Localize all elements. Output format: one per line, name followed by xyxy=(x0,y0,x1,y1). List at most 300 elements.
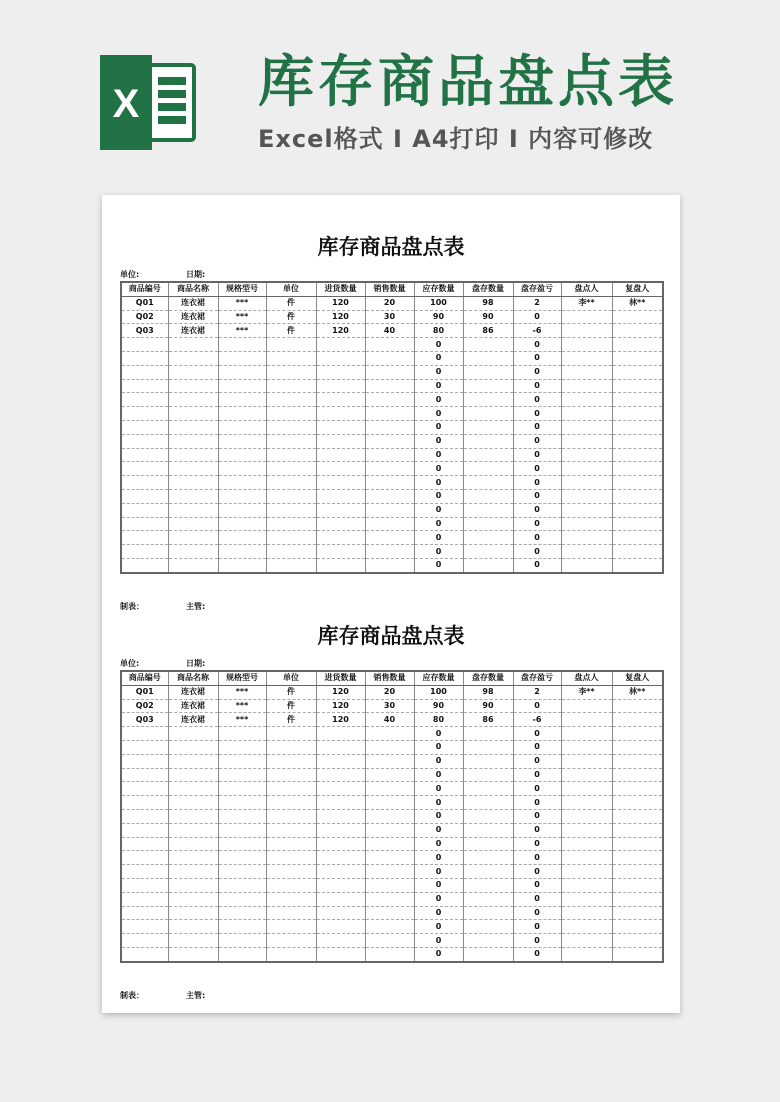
table-cell[interactable] xyxy=(121,338,168,352)
table-cell[interactable] xyxy=(365,545,414,559)
table-cell[interactable]: 20 xyxy=(365,685,414,699)
table-cell[interactable] xyxy=(612,934,663,948)
table-cell[interactable] xyxy=(121,503,168,517)
table-cell[interactable] xyxy=(168,906,218,920)
table-cell[interactable] xyxy=(121,420,168,434)
table-cell[interactable] xyxy=(218,365,266,379)
table-cell[interactable] xyxy=(218,740,266,754)
table-cell[interactable] xyxy=(218,782,266,796)
table-cell[interactable]: 0 xyxy=(513,545,561,559)
table-cell[interactable] xyxy=(561,713,612,727)
table-cell[interactable] xyxy=(561,351,612,365)
table-cell[interactable] xyxy=(316,865,365,879)
table-cell[interactable] xyxy=(218,448,266,462)
table-cell[interactable] xyxy=(561,837,612,851)
table-cell[interactable]: 86 xyxy=(463,324,513,338)
table-cell[interactable] xyxy=(168,420,218,434)
table-cell[interactable] xyxy=(365,809,414,823)
table-cell[interactable] xyxy=(561,489,612,503)
table-cell[interactable] xyxy=(561,878,612,892)
table-cell[interactable] xyxy=(218,434,266,448)
table-cell[interactable]: 件 xyxy=(266,685,316,699)
table-cell[interactable]: 0 xyxy=(414,865,463,879)
table-cell[interactable] xyxy=(365,338,414,352)
table-cell[interactable]: 0 xyxy=(513,837,561,851)
table-cell[interactable] xyxy=(561,545,612,559)
table-cell[interactable] xyxy=(612,338,663,352)
table-cell[interactable] xyxy=(168,782,218,796)
table-cell[interactable] xyxy=(266,476,316,490)
table-cell[interactable] xyxy=(316,517,365,531)
table-cell[interactable] xyxy=(561,740,612,754)
table-cell[interactable] xyxy=(561,699,612,713)
table-cell[interactable] xyxy=(218,934,266,948)
table-cell[interactable] xyxy=(121,796,168,810)
table-cell[interactable] xyxy=(365,920,414,934)
table-cell[interactable] xyxy=(561,462,612,476)
table-cell[interactable] xyxy=(168,393,218,407)
table-cell[interactable]: 40 xyxy=(365,324,414,338)
table-cell[interactable] xyxy=(218,947,266,961)
table-cell[interactable]: 90 xyxy=(414,310,463,324)
table-cell[interactable] xyxy=(266,934,316,948)
table-cell[interactable] xyxy=(561,379,612,393)
table-cell[interactable] xyxy=(463,517,513,531)
table-cell[interactable] xyxy=(316,379,365,393)
table-cell[interactable] xyxy=(365,448,414,462)
table-cell[interactable] xyxy=(316,434,365,448)
table-cell[interactable] xyxy=(365,393,414,407)
table-cell[interactable] xyxy=(365,782,414,796)
table-cell[interactable]: 0 xyxy=(414,740,463,754)
table-cell[interactable] xyxy=(463,809,513,823)
table-cell[interactable]: 120 xyxy=(316,324,365,338)
table-cell[interactable] xyxy=(365,531,414,545)
table-cell[interactable] xyxy=(266,517,316,531)
table-cell[interactable] xyxy=(316,489,365,503)
table-cell[interactable] xyxy=(365,407,414,421)
table-cell[interactable]: 0 xyxy=(414,351,463,365)
table-cell[interactable] xyxy=(121,865,168,879)
table-cell[interactable]: 0 xyxy=(513,823,561,837)
table-cell[interactable] xyxy=(316,906,365,920)
table-cell[interactable]: 0 xyxy=(513,796,561,810)
table-cell[interactable] xyxy=(168,878,218,892)
table-cell[interactable] xyxy=(365,851,414,865)
table-cell[interactable] xyxy=(561,809,612,823)
table-cell[interactable]: Q01 xyxy=(121,685,168,699)
table-cell[interactable] xyxy=(612,906,663,920)
table-cell[interactable] xyxy=(463,851,513,865)
table-cell[interactable]: 0 xyxy=(414,379,463,393)
table-cell[interactable]: 0 xyxy=(513,531,561,545)
table-cell[interactable]: 0 xyxy=(513,351,561,365)
table-cell[interactable] xyxy=(612,740,663,754)
table-cell[interactable] xyxy=(365,420,414,434)
table-cell[interactable] xyxy=(121,782,168,796)
table-cell[interactable] xyxy=(612,837,663,851)
table-cell[interactable] xyxy=(463,878,513,892)
table-cell[interactable] xyxy=(561,365,612,379)
table-cell[interactable] xyxy=(612,351,663,365)
table-cell[interactable] xyxy=(266,892,316,906)
table-cell[interactable]: 0 xyxy=(414,837,463,851)
table-cell[interactable] xyxy=(463,531,513,545)
table-cell[interactable] xyxy=(266,503,316,517)
table-cell[interactable]: 件 xyxy=(266,310,316,324)
table-cell[interactable]: 120 xyxy=(316,713,365,727)
table-cell[interactable]: 连衣裙 xyxy=(168,685,218,699)
table-cell[interactable]: 0 xyxy=(513,740,561,754)
table-cell[interactable]: 2 xyxy=(513,685,561,699)
table-cell[interactable]: 0 xyxy=(513,379,561,393)
table-cell[interactable] xyxy=(365,727,414,741)
table-cell[interactable]: 0 xyxy=(414,768,463,782)
table-cell[interactable] xyxy=(266,489,316,503)
table-cell[interactable]: 0 xyxy=(414,947,463,961)
table-cell[interactable] xyxy=(612,462,663,476)
table-cell[interactable] xyxy=(463,934,513,948)
table-cell[interactable] xyxy=(121,517,168,531)
table-cell[interactable] xyxy=(316,768,365,782)
table-cell[interactable] xyxy=(463,920,513,934)
table-cell[interactable] xyxy=(561,310,612,324)
table-cell[interactable] xyxy=(561,420,612,434)
table-cell[interactable] xyxy=(612,503,663,517)
table-cell[interactable]: 林** xyxy=(612,685,663,699)
table-cell[interactable] xyxy=(612,310,663,324)
table-cell[interactable] xyxy=(316,823,365,837)
table-cell[interactable] xyxy=(612,407,663,421)
table-cell[interactable] xyxy=(121,531,168,545)
table-cell[interactable] xyxy=(612,768,663,782)
table-cell[interactable]: 0 xyxy=(414,878,463,892)
table-cell[interactable] xyxy=(266,823,316,837)
table-cell[interactable] xyxy=(168,823,218,837)
table-cell[interactable] xyxy=(463,338,513,352)
table-cell[interactable]: Q01 xyxy=(121,296,168,310)
table-cell[interactable] xyxy=(121,727,168,741)
table-cell[interactable] xyxy=(365,517,414,531)
table-cell[interactable] xyxy=(463,754,513,768)
table-cell[interactable] xyxy=(266,407,316,421)
table-cell[interactable]: 40 xyxy=(365,713,414,727)
table-cell[interactable]: 连衣裙 xyxy=(168,296,218,310)
table-cell[interactable]: Q03 xyxy=(121,713,168,727)
table-cell[interactable]: 90 xyxy=(463,699,513,713)
table-cell[interactable] xyxy=(168,727,218,741)
table-cell[interactable] xyxy=(266,796,316,810)
table-cell[interactable] xyxy=(463,906,513,920)
table-cell[interactable] xyxy=(316,878,365,892)
table-cell[interactable] xyxy=(561,324,612,338)
table-cell[interactable] xyxy=(218,878,266,892)
table-cell[interactable] xyxy=(463,379,513,393)
table-cell[interactable] xyxy=(463,393,513,407)
table-cell[interactable]: 0 xyxy=(513,517,561,531)
table-cell[interactable] xyxy=(561,517,612,531)
table-cell[interactable] xyxy=(168,892,218,906)
table-cell[interactable] xyxy=(266,434,316,448)
table-cell[interactable] xyxy=(218,517,266,531)
table-cell[interactable] xyxy=(612,796,663,810)
table-cell[interactable] xyxy=(266,545,316,559)
table-cell[interactable] xyxy=(612,851,663,865)
table-cell[interactable] xyxy=(218,489,266,503)
table-cell[interactable]: 100 xyxy=(414,296,463,310)
table-cell[interactable] xyxy=(612,545,663,559)
table-cell[interactable]: 0 xyxy=(513,503,561,517)
table-cell[interactable] xyxy=(612,434,663,448)
table-cell[interactable] xyxy=(121,365,168,379)
table-cell[interactable] xyxy=(365,754,414,768)
table-cell[interactable] xyxy=(218,906,266,920)
table-cell[interactable] xyxy=(218,809,266,823)
table-cell[interactable]: 0 xyxy=(513,434,561,448)
table-cell[interactable] xyxy=(612,531,663,545)
table-cell[interactable]: 0 xyxy=(513,448,561,462)
table-cell[interactable] xyxy=(316,476,365,490)
table-cell[interactable] xyxy=(121,934,168,948)
table-cell[interactable] xyxy=(121,407,168,421)
table-cell[interactable] xyxy=(561,920,612,934)
table-cell[interactable] xyxy=(121,768,168,782)
table-cell[interactable]: 2 xyxy=(513,296,561,310)
table-cell[interactable]: *** xyxy=(218,713,266,727)
table-cell[interactable] xyxy=(463,407,513,421)
table-cell[interactable] xyxy=(121,823,168,837)
table-cell[interactable]: *** xyxy=(218,310,266,324)
table-cell[interactable]: 120 xyxy=(316,310,365,324)
table-cell[interactable] xyxy=(463,796,513,810)
table-cell[interactable]: -6 xyxy=(513,324,561,338)
table-cell[interactable] xyxy=(266,727,316,741)
table-cell[interactable] xyxy=(463,448,513,462)
table-cell[interactable]: 0 xyxy=(513,768,561,782)
table-cell[interactable] xyxy=(365,489,414,503)
table-cell[interactable] xyxy=(561,393,612,407)
table-cell[interactable]: 0 xyxy=(414,393,463,407)
table-cell[interactable] xyxy=(463,351,513,365)
table-cell[interactable] xyxy=(266,558,316,572)
table-cell[interactable] xyxy=(218,851,266,865)
table-cell[interactable]: *** xyxy=(218,324,266,338)
table-cell[interactable] xyxy=(218,351,266,365)
table-cell[interactable]: 98 xyxy=(463,296,513,310)
table-cell[interactable] xyxy=(266,462,316,476)
table-cell[interactable]: 0 xyxy=(513,892,561,906)
table-cell[interactable] xyxy=(561,934,612,948)
table-cell[interactable]: 0 xyxy=(513,393,561,407)
table-cell[interactable]: Q02 xyxy=(121,310,168,324)
table-cell[interactable]: 0 xyxy=(414,796,463,810)
table-cell[interactable] xyxy=(612,379,663,393)
table-cell[interactable] xyxy=(168,796,218,810)
table-cell[interactable] xyxy=(316,365,365,379)
table-cell[interactable] xyxy=(612,823,663,837)
table-cell[interactable]: *** xyxy=(218,296,266,310)
table-cell[interactable] xyxy=(316,892,365,906)
table-cell[interactable]: 0 xyxy=(414,420,463,434)
table-cell[interactable] xyxy=(266,448,316,462)
table-cell[interactable] xyxy=(316,393,365,407)
table-cell[interactable] xyxy=(463,365,513,379)
table-cell[interactable] xyxy=(168,351,218,365)
table-cell[interactable] xyxy=(218,768,266,782)
table-cell[interactable] xyxy=(218,727,266,741)
table-cell[interactable] xyxy=(218,796,266,810)
table-cell[interactable] xyxy=(463,768,513,782)
table-cell[interactable] xyxy=(218,920,266,934)
table-cell[interactable] xyxy=(121,489,168,503)
table-cell[interactable] xyxy=(365,740,414,754)
table-cell[interactable] xyxy=(218,865,266,879)
table-cell[interactable] xyxy=(121,892,168,906)
table-cell[interactable]: 0 xyxy=(414,531,463,545)
table-cell[interactable] xyxy=(316,338,365,352)
table-cell[interactable]: 0 xyxy=(513,851,561,865)
table-cell[interactable] xyxy=(266,865,316,879)
table-cell[interactable]: 0 xyxy=(513,906,561,920)
table-cell[interactable] xyxy=(316,407,365,421)
table-cell[interactable]: 0 xyxy=(414,476,463,490)
table-cell[interactable]: 0 xyxy=(414,906,463,920)
table-cell[interactable] xyxy=(561,782,612,796)
table-cell[interactable]: -6 xyxy=(513,713,561,727)
table-cell[interactable]: 0 xyxy=(513,558,561,572)
table-cell[interactable] xyxy=(365,865,414,879)
table-cell[interactable] xyxy=(316,448,365,462)
table-cell[interactable] xyxy=(612,809,663,823)
table-cell[interactable] xyxy=(612,892,663,906)
table-cell[interactable]: Q02 xyxy=(121,699,168,713)
table-cell[interactable]: 30 xyxy=(365,310,414,324)
table-cell[interactable] xyxy=(612,517,663,531)
table-cell[interactable] xyxy=(121,851,168,865)
table-cell[interactable] xyxy=(612,947,663,961)
table-cell[interactable]: 0 xyxy=(414,754,463,768)
table-cell[interactable] xyxy=(561,906,612,920)
table-cell[interactable] xyxy=(612,558,663,572)
table-cell[interactable] xyxy=(463,476,513,490)
table-cell[interactable] xyxy=(365,476,414,490)
table-cell[interactable] xyxy=(365,558,414,572)
table-cell[interactable]: 0 xyxy=(414,489,463,503)
table-cell[interactable] xyxy=(463,434,513,448)
table-cell[interactable]: 0 xyxy=(513,934,561,948)
table-cell[interactable] xyxy=(121,558,168,572)
table-cell[interactable] xyxy=(561,434,612,448)
table-cell[interactable] xyxy=(365,768,414,782)
table-cell[interactable] xyxy=(168,934,218,948)
table-cell[interactable] xyxy=(612,713,663,727)
table-cell[interactable]: 0 xyxy=(414,782,463,796)
table-cell[interactable] xyxy=(463,740,513,754)
table-cell[interactable] xyxy=(316,351,365,365)
table-cell[interactable] xyxy=(266,740,316,754)
table-cell[interactable]: 0 xyxy=(513,476,561,490)
table-cell[interactable] xyxy=(168,338,218,352)
table-cell[interactable] xyxy=(612,727,663,741)
table-cell[interactable] xyxy=(218,379,266,393)
table-cell[interactable] xyxy=(168,740,218,754)
table-cell[interactable]: 0 xyxy=(513,699,561,713)
table-cell[interactable] xyxy=(316,531,365,545)
table-cell[interactable]: 0 xyxy=(414,851,463,865)
table-cell[interactable] xyxy=(266,768,316,782)
table-cell[interactable] xyxy=(365,947,414,961)
table-cell[interactable] xyxy=(463,865,513,879)
table-cell[interactable] xyxy=(121,809,168,823)
table-cell[interactable] xyxy=(316,837,365,851)
table-cell[interactable] xyxy=(168,809,218,823)
table-cell[interactable] xyxy=(266,393,316,407)
table-cell[interactable] xyxy=(266,379,316,393)
table-cell[interactable] xyxy=(561,407,612,421)
table-cell[interactable] xyxy=(612,324,663,338)
table-cell[interactable] xyxy=(612,365,663,379)
table-cell[interactable] xyxy=(316,420,365,434)
table-cell[interactable]: *** xyxy=(218,699,266,713)
table-cell[interactable] xyxy=(168,558,218,572)
table-cell[interactable] xyxy=(266,920,316,934)
table-cell[interactable] xyxy=(612,489,663,503)
table-cell[interactable] xyxy=(121,878,168,892)
table-cell[interactable]: 0 xyxy=(513,809,561,823)
table-cell[interactable]: 0 xyxy=(414,727,463,741)
table-cell[interactable] xyxy=(218,503,266,517)
table-cell[interactable]: 件 xyxy=(266,296,316,310)
table-cell[interactable]: 0 xyxy=(414,503,463,517)
table-cell[interactable] xyxy=(316,740,365,754)
table-cell[interactable]: 90 xyxy=(414,699,463,713)
table-cell[interactable] xyxy=(612,865,663,879)
table-cell[interactable] xyxy=(218,545,266,559)
table-cell[interactable] xyxy=(218,754,266,768)
table-cell[interactable] xyxy=(218,407,266,421)
table-cell[interactable] xyxy=(168,476,218,490)
table-cell[interactable] xyxy=(266,837,316,851)
table-cell[interactable] xyxy=(463,837,513,851)
table-cell[interactable] xyxy=(218,338,266,352)
table-cell[interactable] xyxy=(463,489,513,503)
table-cell[interactable]: 0 xyxy=(414,823,463,837)
table-cell[interactable] xyxy=(365,365,414,379)
table-cell[interactable] xyxy=(365,906,414,920)
table-cell[interactable] xyxy=(266,809,316,823)
table-cell[interactable] xyxy=(463,420,513,434)
table-cell[interactable] xyxy=(316,558,365,572)
table-cell[interactable] xyxy=(121,906,168,920)
table-cell[interactable] xyxy=(365,462,414,476)
table-cell[interactable] xyxy=(121,434,168,448)
table-cell[interactable]: 0 xyxy=(414,365,463,379)
table-cell[interactable] xyxy=(463,727,513,741)
table-cell[interactable]: 0 xyxy=(513,310,561,324)
table-cell[interactable] xyxy=(121,351,168,365)
table-cell[interactable] xyxy=(168,545,218,559)
table-cell[interactable] xyxy=(266,906,316,920)
table-cell[interactable] xyxy=(561,531,612,545)
table-cell[interactable]: *** xyxy=(218,685,266,699)
table-cell[interactable] xyxy=(168,865,218,879)
table-cell[interactable]: 80 xyxy=(414,324,463,338)
table-cell[interactable] xyxy=(612,393,663,407)
table-cell[interactable] xyxy=(316,545,365,559)
table-cell[interactable] xyxy=(561,796,612,810)
table-cell[interactable] xyxy=(316,754,365,768)
table-cell[interactable]: 件 xyxy=(266,713,316,727)
